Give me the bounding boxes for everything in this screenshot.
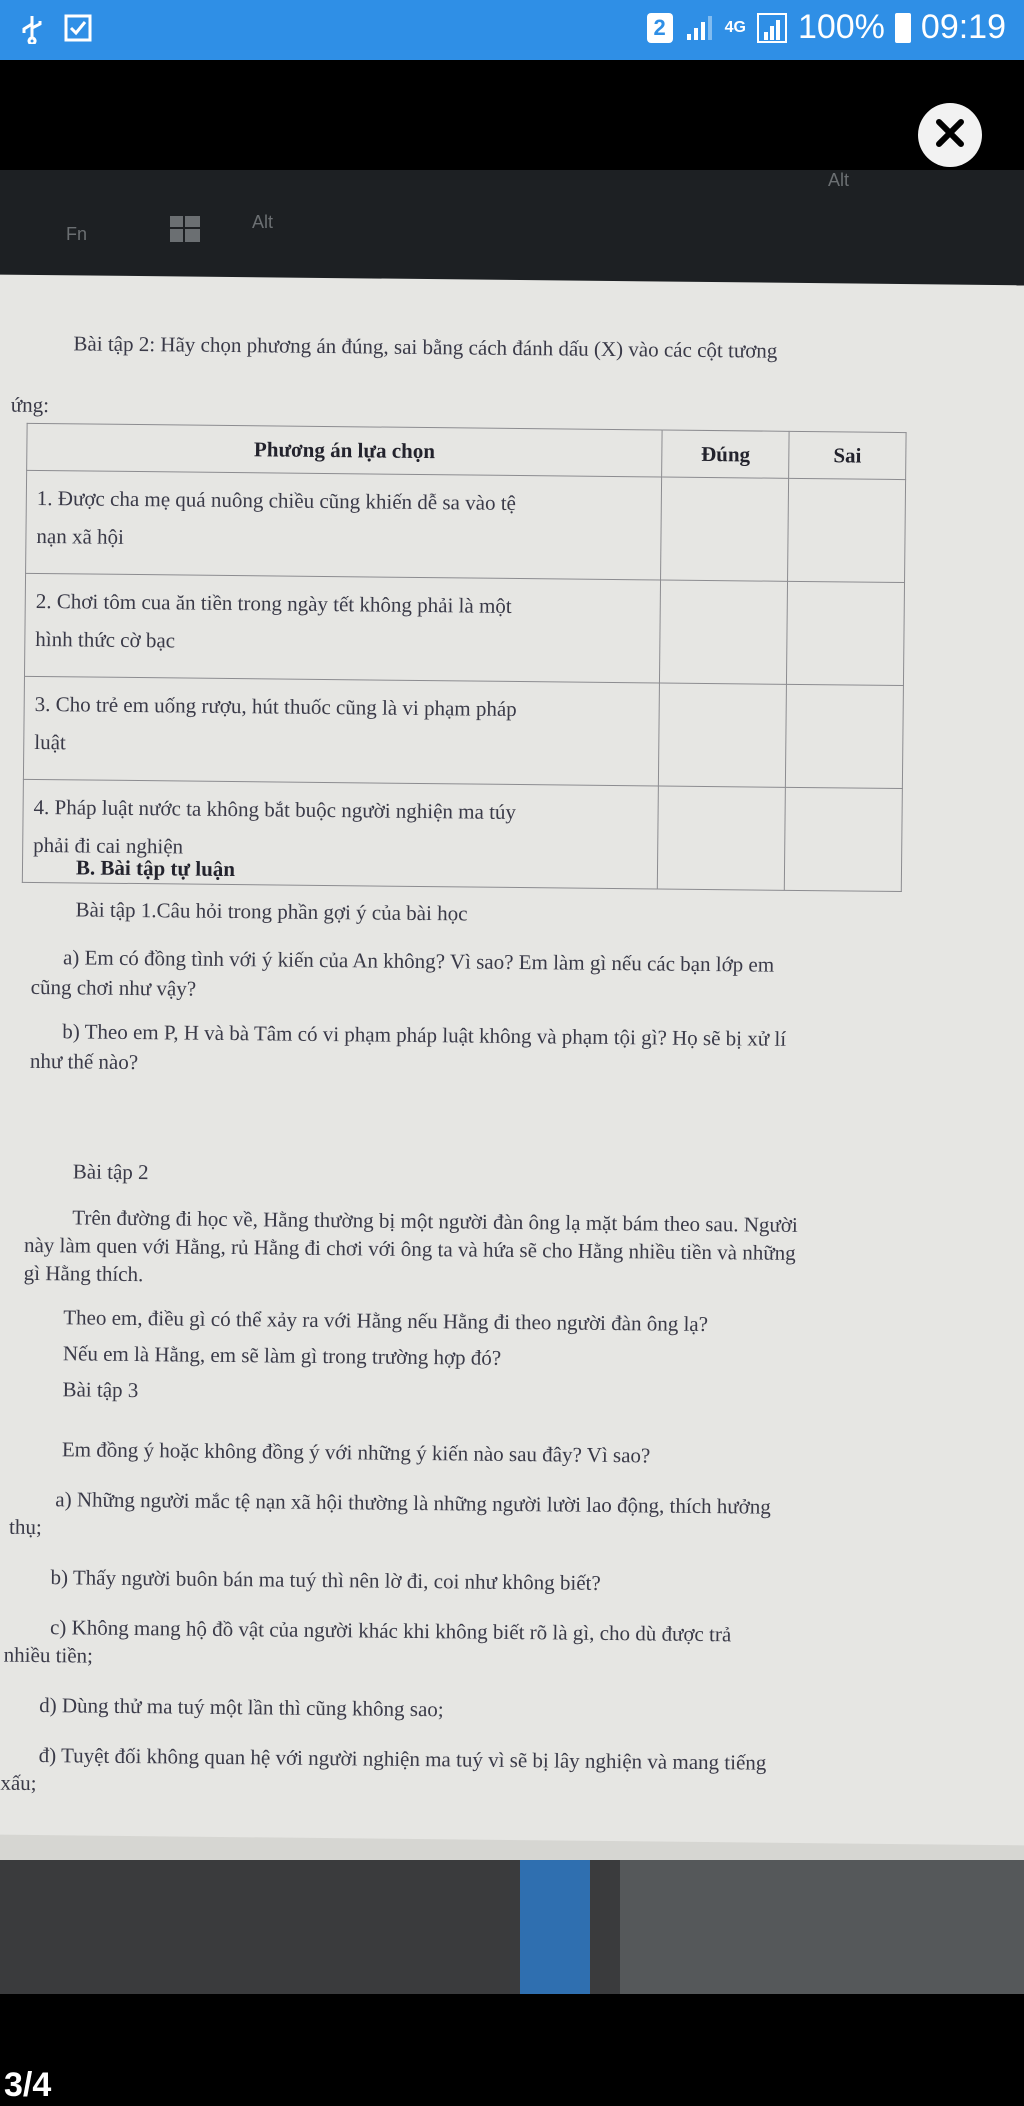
ex2-paragraph-line3: gì Hằng thích. [23,1260,144,1287]
battery-icon [895,13,911,43]
network-label: 4G [724,18,746,36]
ex1-b-line1: b) Theo em P, H và bà Tâm có vi phạm pháp luật không và phạm tội gì? Họ sẽ bị xử lí [62,1019,787,1051]
ex2-paragraph-line1: Trên đường đi học về, Hằng thường bị một người đàn ông lạ mặt bám theo sau. Người [72,1205,798,1237]
option-text-cont: phải đi cai nghiện [33,832,184,859]
table-row [23,676,903,788]
ex2-paragraph-line2: này làm quen với Hằng, rủ Hằng đi chơi với ông ta và hứa sẽ cho Hằng nhiều tiền và những [23,1232,796,1265]
ex3-b: b) Thấy người buôn bán ma tuý thì nên lờ đi, coi như không biết? [50,1565,601,1595]
sim-icon: 2 [647,13,673,43]
key-fn: Fn [66,224,88,244]
choice-table [22,423,907,892]
document-page [0,275,1024,1846]
false-cell [784,787,902,891]
option-text: 3. Cho trẻ em uống rượu, hút thuốc cũng là vi phạm pháp [34,691,517,721]
option-text: 4. Pháp luật nước ta không bắt buộc người nghiện ma túy [33,794,517,824]
status-bar [0,0,1024,60]
key-alt-right: Alt [828,170,850,190]
ex1-a-line1: a) Em có đồng tình với ý kiến của An không? Vì sao? Em làm gì nếu các bạn lớp em [62,945,775,977]
option-text-cont: hình thức cờ bạc [35,626,176,653]
false-cell [787,581,905,685]
ex1-b-line2: như thế nào? [29,1048,139,1075]
header-options: Phương án lựa chọn [27,423,663,477]
key-alt: Alt [252,212,274,232]
table-row [24,573,904,685]
page-indicator: 3/4 [4,2066,52,2104]
network-icon [756,12,788,44]
ex3-e-line2: xấu; [0,1770,37,1796]
checkbox-icon [62,12,94,44]
table-row [26,470,906,582]
clock: 09:19 [920,8,1006,46]
keyboard-edge [0,170,1024,290]
false-cell [788,478,906,582]
ex2-label: Bài tập 2 [72,1159,149,1185]
true-cell [659,683,787,787]
ex3-d: d) Dùng thử ma tuý một lần thì cũng không sao; [39,1693,444,1722]
ex2-question2: Nếu em là Hằng, em sẽ làm gì trong trường hợp đó? [62,1341,502,1370]
desk-background [0,1860,1024,1994]
ex2-question1: Theo em, điều gì có thể xảy ra với Hằng nếu Hằng đi theo người đàn ông lạ? [63,1305,709,1337]
option-cell [24,573,660,683]
option-cell [23,676,659,786]
ex3-c-line2: nhiều tiền; [3,1642,94,1668]
true-cell [658,786,786,890]
exercise2-title-cont: ứng: [10,392,50,418]
option-cell [26,470,662,580]
option-text: 2. Chơi tôm cua ăn tiền trong ngày tết không phải là một [35,588,512,618]
windows-icon [170,216,200,247]
exercise2-title: Bài tập 2: Hãy chọn phương án đúng, sai bằng cách đánh dấu (X) vào các cột tương [73,331,778,363]
battery-percent: 100% [797,8,885,46]
ex3-a-line1: a) Những người mắc tệ nạn xã hội thường là những người lười lao động, thích hưởng [55,1487,771,1519]
header-true: Đúng [662,430,789,478]
section-b-heading: B. Bài tập tự luận [75,855,236,882]
close-icon [933,116,967,155]
option-text-cont: luật [34,729,66,755]
true-cell [661,477,789,581]
ex3-a-line2: thụ; [8,1514,42,1540]
close-button[interactable] [918,103,982,167]
ex3-label: Bài tập 3 [62,1377,139,1403]
ex3-intro: Em đồng ý hoặc không đồng ý với những ý kiến nào sau đây? Vì sao? [61,1437,651,1468]
option-text: 1. Được cha mẹ quá nuông chiều cũng khiến dễ sa vào tệ [36,485,517,515]
ex1-a-line2: cũng chơi như vậy? [30,974,197,1001]
ex3-c-line1: c) Không mang hộ đồ vật của người khác khi không biết rõ là gì, cho dù được trả [49,1615,732,1647]
false-cell [786,684,904,788]
photo-view[interactable] [0,170,1024,1994]
true-cell [660,580,788,684]
option-text-cont: nạn xã hội [36,523,125,549]
signal-icon [683,12,715,44]
usb-icon [16,12,48,44]
ex3-e-line1: đ) Tuyệt đối không quan hệ với người nghiện ma tuý vì sẽ bị lây nghiện và mang tiếng [38,1743,767,1775]
ex1-intro: Bài tập 1.Câu hỏi trong phần gợi ý của bài học [75,897,468,926]
header-false: Sai [789,431,906,479]
